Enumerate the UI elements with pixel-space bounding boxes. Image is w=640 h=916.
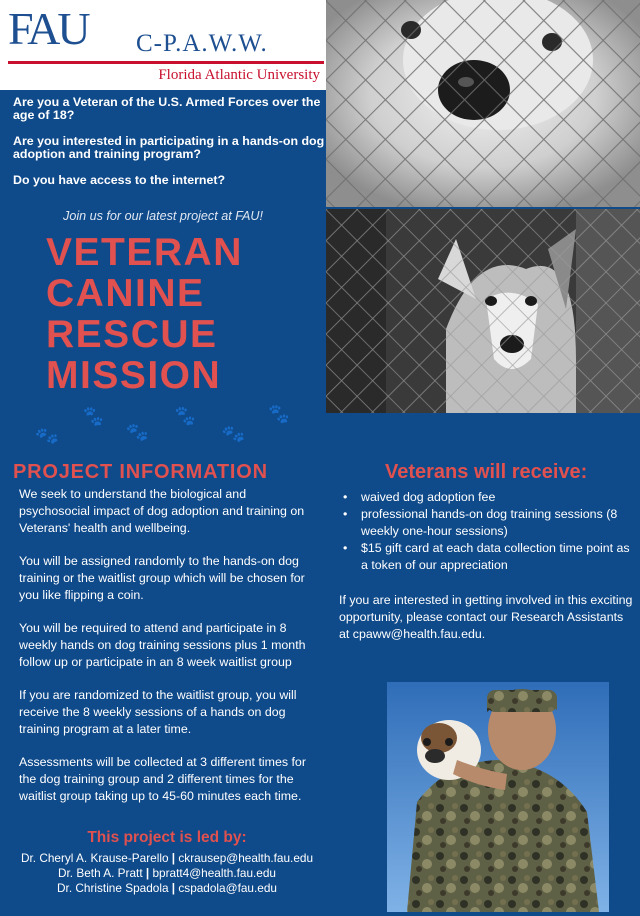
leaders-heading: This project is led by: [87,829,247,846]
title-line: MISSION [46,354,222,397]
paw-icon: 🐾 [33,423,61,449]
leader-separator: | [171,881,176,895]
project-paragraph: If you are randomized to the waitlist group, you will receive the 8 weekly sessions of a hands on dog training program at a later time. [19,688,297,736]
logo-divider [8,61,324,64]
leader-separator: | [171,851,176,865]
paw-icon: 🐾 [125,421,150,443]
leader-name: Dr. Christine Spadola [57,881,169,895]
join-tagline: Join us for our latest project at FAU! [63,209,263,223]
title-line: VETERAN [46,231,243,274]
question-participation: Are you interested in participating in a hands-on dog adoption and training program? [13,134,325,161]
dog-nose-photo [326,0,640,207]
program-title [46,232,243,396]
benefit-item: • waived dog adoption fee [343,489,633,506]
leader-email[interactable]: ckrausep@health.fau.edu [178,851,314,865]
leader-email[interactable]: cspadola@fau.edu [178,881,277,895]
leader-name: Dr. Beth A. Pratt [58,866,143,880]
project-info-body [19,486,319,821]
benefit-item: • professional hands-on dog training sessions (8 weekly one-hour sessions) [343,506,633,540]
dog-behind-fence-photo [326,209,640,413]
leader-separator: | [145,866,150,880]
benefits-heading: Veterans will receive: [385,461,588,483]
paw-icon: 🐾 [267,402,292,426]
contact-text: If you are interested in getting involved in this exciting opportunity, please contact our Research Assistants at cpaww@health.fau.edu. [339,593,633,641]
leader-line [0,851,334,866]
veteran-with-dog-photo [387,682,609,912]
paw-icon: 🐾 [172,404,198,428]
title-line: RESCUE [46,313,218,356]
title-line: CANINE [46,272,205,315]
benefits-list [343,489,633,574]
question-internet: Do you have access to the internet? [13,173,226,187]
university-name: Florida Atlantic University [158,67,320,83]
project-paragraph: You will be assigned randomly to the hands-on dog training or the waitlist group which will be chosen for you like flipping a coin. [19,554,305,602]
benefit-item: • $15 gift card at each data collection time point as a token of our appreciation [343,540,633,574]
project-paragraph: Assessments will be collected at 3 different times for the dog training group and 2 different times for the waitlist group taking up to 45-60 minutes each time. [19,755,306,803]
leader-line [0,881,334,896]
leader-name: Dr. Cheryl A. Krause-Parello [20,851,169,865]
project-paragraph: We seek to understand the biological and psychosocial impact of dog adoption and training on Veterans' health and wellbeing. [19,487,305,535]
paw-icon: 🐾 [80,404,106,428]
project-info-heading: PROJECT INFORMATION [13,461,268,483]
leader-email[interactable]: bpratt4@health.fau.edu [152,866,276,880]
paw-icon: 🐾 [220,421,247,447]
org-name: C-P.A.W.W. [136,30,268,57]
logo-panel [0,0,326,90]
fau-logo: FAU [8,3,88,54]
leader-line [0,866,334,881]
question-veteran: Are you a Veteran of the U.S. Armed Forces over the age of 18? [13,95,321,122]
project-paragraph: You will be required to attend and participate in 8 weekly hands on dog training sessions plus 1 month follow up or participate in an 8 week waitlist group [19,621,306,669]
